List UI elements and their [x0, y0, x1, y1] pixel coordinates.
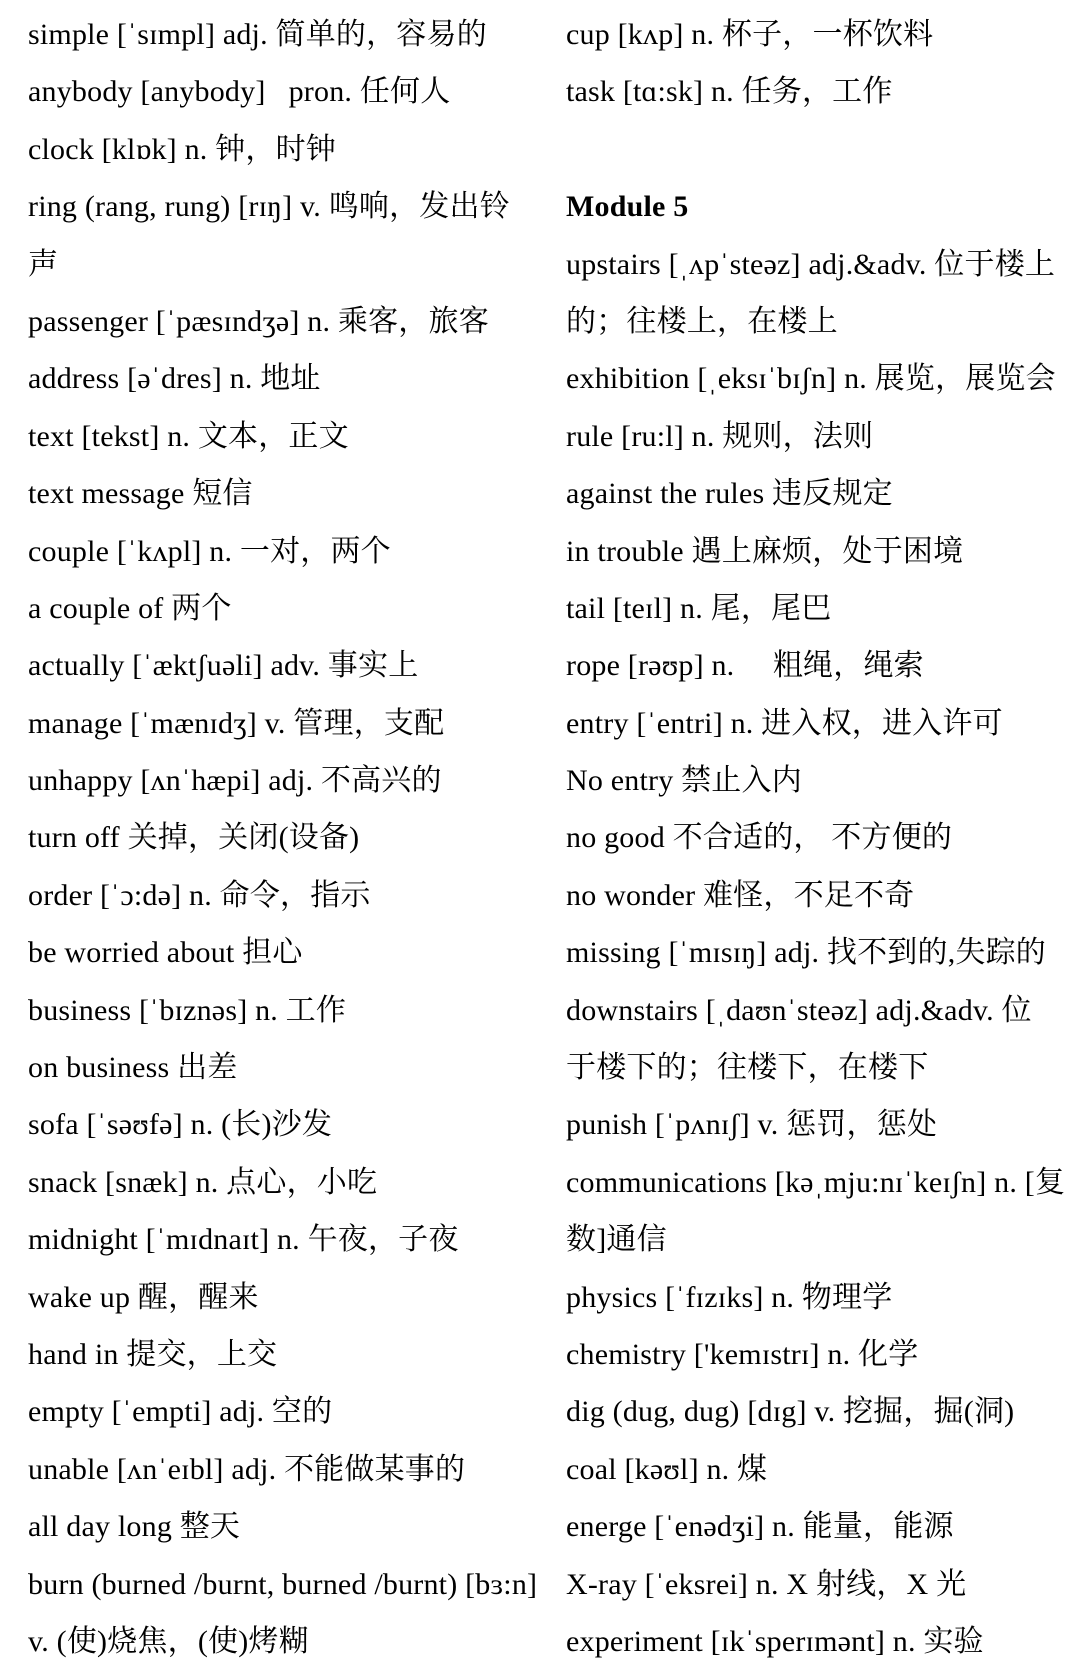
vocab-line: unhappy [ʌnˈhæpi] adj. 不高兴的	[28, 764, 442, 798]
vocab-line: task [tɑ:sk] n. 任务，工作	[566, 75, 893, 109]
vocab-line: 声	[28, 247, 59, 281]
vocab-line: on business 出差	[28, 1051, 238, 1085]
vocab-line: text message 短信	[28, 477, 253, 511]
vocab-line: wake up 醒，醒来	[28, 1280, 259, 1314]
vocab-line: 于楼下的；往楼下，在楼下	[566, 1051, 929, 1085]
vocab-line: energe [ˈenədʒi] n. 能量，能源	[566, 1510, 954, 1544]
vocab-line: tail [teɪl] n. 尾，尾巴	[566, 591, 832, 625]
vocab-line: anybody [anybody] pron. 任何人	[28, 75, 451, 109]
vocab-line: 数]通信	[566, 1223, 667, 1257]
vocab-line: text [tekst] n. 文本，正文	[28, 419, 349, 453]
vocab-line: communications [kəˌmju:nɪˈkeɪʃn] n. [复	[566, 1165, 1066, 1199]
vocab-line: no good 不合适的， 不方便的	[566, 821, 953, 855]
vocab-line: burn (burned /burnt, burned /burnt) [bɜ:n]	[28, 1567, 538, 1601]
vocab-line: entry [ˈentri] n. 进入权，进入许可	[566, 706, 1003, 740]
right-column	[566, 6, 1080, 1670]
vocab-line: cup [kʌp] n. 杯子，一杯饮料	[566, 18, 934, 51]
vocab-line: chemistry ['kemɪstrɪ] n. 化学	[566, 1337, 919, 1371]
vocab-line: unable [ʌnˈeɪbl] adj. 不能做某事的	[28, 1452, 466, 1486]
vocab-line: upstairs [ˌʌpˈsteəz] adj.&adv. 位于楼上	[566, 247, 1056, 281]
vocab-line: ring (rang, rung) [rɪŋ] v. 鸣响，发出铃	[28, 190, 510, 224]
vocab-line: simple [ˈsɪmpl] adj. 简单的，容易的	[28, 18, 487, 51]
vocab-line: 的；往楼上，在楼上	[566, 304, 838, 338]
vocab-line: physics [ˈfɪzɪks] n. 物理学	[566, 1280, 893, 1314]
vocab-line: rule [ru:l] n. 规则，法则	[566, 419, 874, 453]
vocab-line: clock [klɒk] n. 钟，时钟	[28, 132, 336, 166]
vocab-line: exhibition [ˌeksɪˈbɪʃn] n. 展览，展览会	[566, 362, 1056, 396]
vocab-line: manage [ˈmænɪdʒ] v. 管理，支配	[28, 706, 445, 740]
vocab-line: be worried about 担心	[28, 936, 303, 970]
module-heading: Module 5	[566, 190, 689, 224]
vocab-line: order [ˈɔ:də] n. 命令，指示	[28, 878, 371, 912]
vocab-line: hand in 提交，上交	[28, 1337, 278, 1371]
vocab-line: downstairs [ˌdaʊnˈsteəz] adj.&adv. 位	[566, 993, 1032, 1027]
vocab-line: against the rules 违反规定	[566, 477, 893, 511]
vocab-line: passenger [ˈpæsɪndʒə] n. 乘客，旅客	[28, 304, 489, 338]
vocab-line: snack [snæk] n. 点心，小吃	[28, 1165, 378, 1199]
vocab-line: empty [ˈempti] adj. 空的	[28, 1395, 333, 1429]
left-column	[28, 6, 553, 1670]
blank-line	[566, 121, 1080, 178]
vocab-line: rope [rəʊp] n. 粗绳，绳索	[566, 649, 924, 683]
vocab-line: address [əˈdres] n. 地址	[28, 362, 321, 396]
vocab-line: sofa [ˈsəʊfə] n. (长)沙发	[28, 1108, 333, 1142]
vocab-line: actually [ˈæktʃuəli] adv. 事实上	[28, 649, 419, 683]
vocab-line: No entry 禁止入内	[566, 764, 802, 798]
vocab-line: dig (dug, dug) [dɪg] v. 挖掘，掘(洞)	[566, 1395, 1015, 1429]
vocab-line: business [ˈbɪznəs] n. 工作	[28, 993, 347, 1027]
vocab-line: X-ray [ˈeksrei] n. X 射线，X 光	[566, 1567, 967, 1601]
vocab-line: punish [ˈpʌnɪʃ] v. 惩罚，惩处	[566, 1108, 938, 1142]
vocab-line: experiment [ɪkˈsperɪmənt] n. 实验	[566, 1624, 984, 1658]
vocab-line: midnight [ˈmɪdnaɪt] n. 午夜，子夜	[28, 1223, 459, 1257]
vocab-line: all day long 整天	[28, 1510, 241, 1544]
vocab-line: v. (使)烧焦，(使)烤糊	[28, 1624, 309, 1658]
vocab-line: a couple of 两个	[28, 591, 232, 625]
vocab-line: no wonder 难怪，不足不奇	[566, 878, 915, 912]
vocab-line: turn off 关掉，关闭(设备)	[28, 821, 360, 855]
vocab-line: in trouble 遇上麻烦，处于困境	[566, 534, 964, 568]
vocab-line: couple [ˈkʌpl] n. 一对，两个	[28, 534, 391, 568]
vocab-line: missing [ˈmɪsɪŋ] adj. 找不到的,失踪的	[566, 936, 1046, 970]
vocab-line: coal [kəʊl] n. 煤	[566, 1452, 768, 1486]
